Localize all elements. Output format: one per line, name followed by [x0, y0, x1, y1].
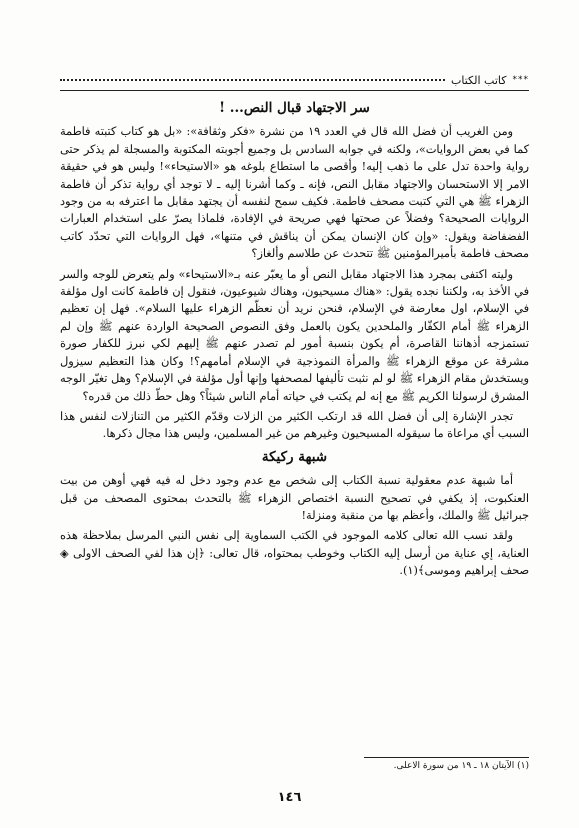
paragraph: ولقد نسب الله تعالى كلامه الموجود في الكتب السماوية إلى نفس النبي المرسل بملاحظة هذه العناية، إي عناية من أرسل إليه الكتاب وخوطب بمحتواه، قال تعالى: ﴿إن هذا لفي الصحف الاولى ◈ صحف إبراهيم وموسى﴾(١). — [60, 529, 529, 578]
paragraph: وليته اكتفى بمجرد هذا الاجتهاد مقابل النص أو ما يعبّر عنه بـ«الاستيحاء» ولم يتعرض للوجه والسر في الأخذ به، ولكننا نجده يقول: «هناك مسيحيون، وهناك شيوعيون، فنقول إن فاطمة كانت اول مؤلفة في الإسلام، اول معارضة في الإسلام، فنحن نريد أن نعظّم الزهراء عليها السلام». فهل إن تعظيم الزهراء ﷺ أمام الكفّار والملحدين يكون بالعمل وفق النصوص الصحيحة الواردة عنهم ﷺ وإن لم تستمزجه أذهاننا القاصرة، أم يكون بنسبة أمور لم تصدر عنهم ﷺ إليهم لكي نبرز للكفار صورة مشرقة عن موقع الزهراء ﷺ والمرأة النموذجية في الإسلام أمامهم؟! وكان هذا التعظيم سيزول ويستخدش مقام الزهراء ﷺ لو لم نثبت تأليفها لمصحفها وإنها أول مؤلفة في الإسلام؟ وهل تغيّر الوجه المشرق لرسولنا الكريم ﷺ مع إنه لم يكتب في حياته أمام الناس شيئاً؟ وهل حطّ ذلك من قدره؟ — [60, 267, 529, 403]
section-heading: سر الاجتهاد قبال النص... ! — [219, 100, 370, 116]
header-dotted-rule — [60, 79, 445, 81]
paragraph: تجدر الإشارة إلى أن فضل الله قد ارتكب الكثير من الزلات وقدّم الكثير من التنازلات لنفس هذا السبب أي مراعاة ما سيقوله المسيحيون وغيرهم من غير المسلمين، وليس هذا مجال ذكرها. — [60, 409, 529, 441]
header-divider — [60, 90, 529, 91]
page-number: ١٤٦ — [277, 790, 302, 805]
footnote-divider — [364, 757, 529, 758]
footnote: (١) الآيتان ١٨ ـ ١٩ من سورة الاعلى. — [393, 761, 529, 771]
running-header — [60, 72, 529, 88]
running-title: كاتب الكتاب — [451, 73, 507, 87]
section-heading: شبهة ركيكة — [261, 448, 328, 465]
page-body — [60, 97, 529, 580]
paragraph: ومن الغريب أن فضل الله قال في العدد ١٩ من نشرة «فكر وثقافة»: «بل هو كتاب كتبته فاطمة كما في بعض الروايات»، ولكنه في جوابه السادس بل وجميع أجوبته المكتوبة والمسجلة لم يذكر حتى رواية واحدة تدل على ما ذهب إليه! وأقصى ما استطاع بلوغه هو «الاستيحاء»! وليس هو في حقيقة الامر إلا الاستحسان والاجتهاد مقابل النص، فإنه ـ وكما أشرنا إليه ـ لا توجد أي رواية تذكر أن فاطمة الزهراء ﷺ هي التي كتبت مصحف فاطمة. فكيف سمح لنفسه أن يجتهد مقابل ما اعترفه به من وجود الروايات الصحيحة؟ وفضلاً عن صحتها فهي صريحة في الإفادة، فلماذا يصرّ على استخدام العبارات الفضفاضة ويقول: «وإن كان الإنسان يمكن أن يناقش في متنها»، فهل الروايات التي تحدّد كاتب مصحف فاطمة بأميرالمؤمنين ﷺ تتحدث عن طلاسم وألغاز؟ — [60, 125, 529, 261]
paragraph: أما شبهة عدم معقولية نسبة الكتاب إلى شخص مع عدم وجود دخل له فيه فهي أوهن من بيت العنكبوت، إذ يكفي في تصحيح النسبة اختصاص الزهراء ﷺ بالتحدث بمحتوى المصحف من قبل جبرائيل ﷺ والملك، وأعظم بها من منقبة ومنزلة! — [60, 474, 529, 522]
header-stars: *** — [512, 75, 529, 85]
